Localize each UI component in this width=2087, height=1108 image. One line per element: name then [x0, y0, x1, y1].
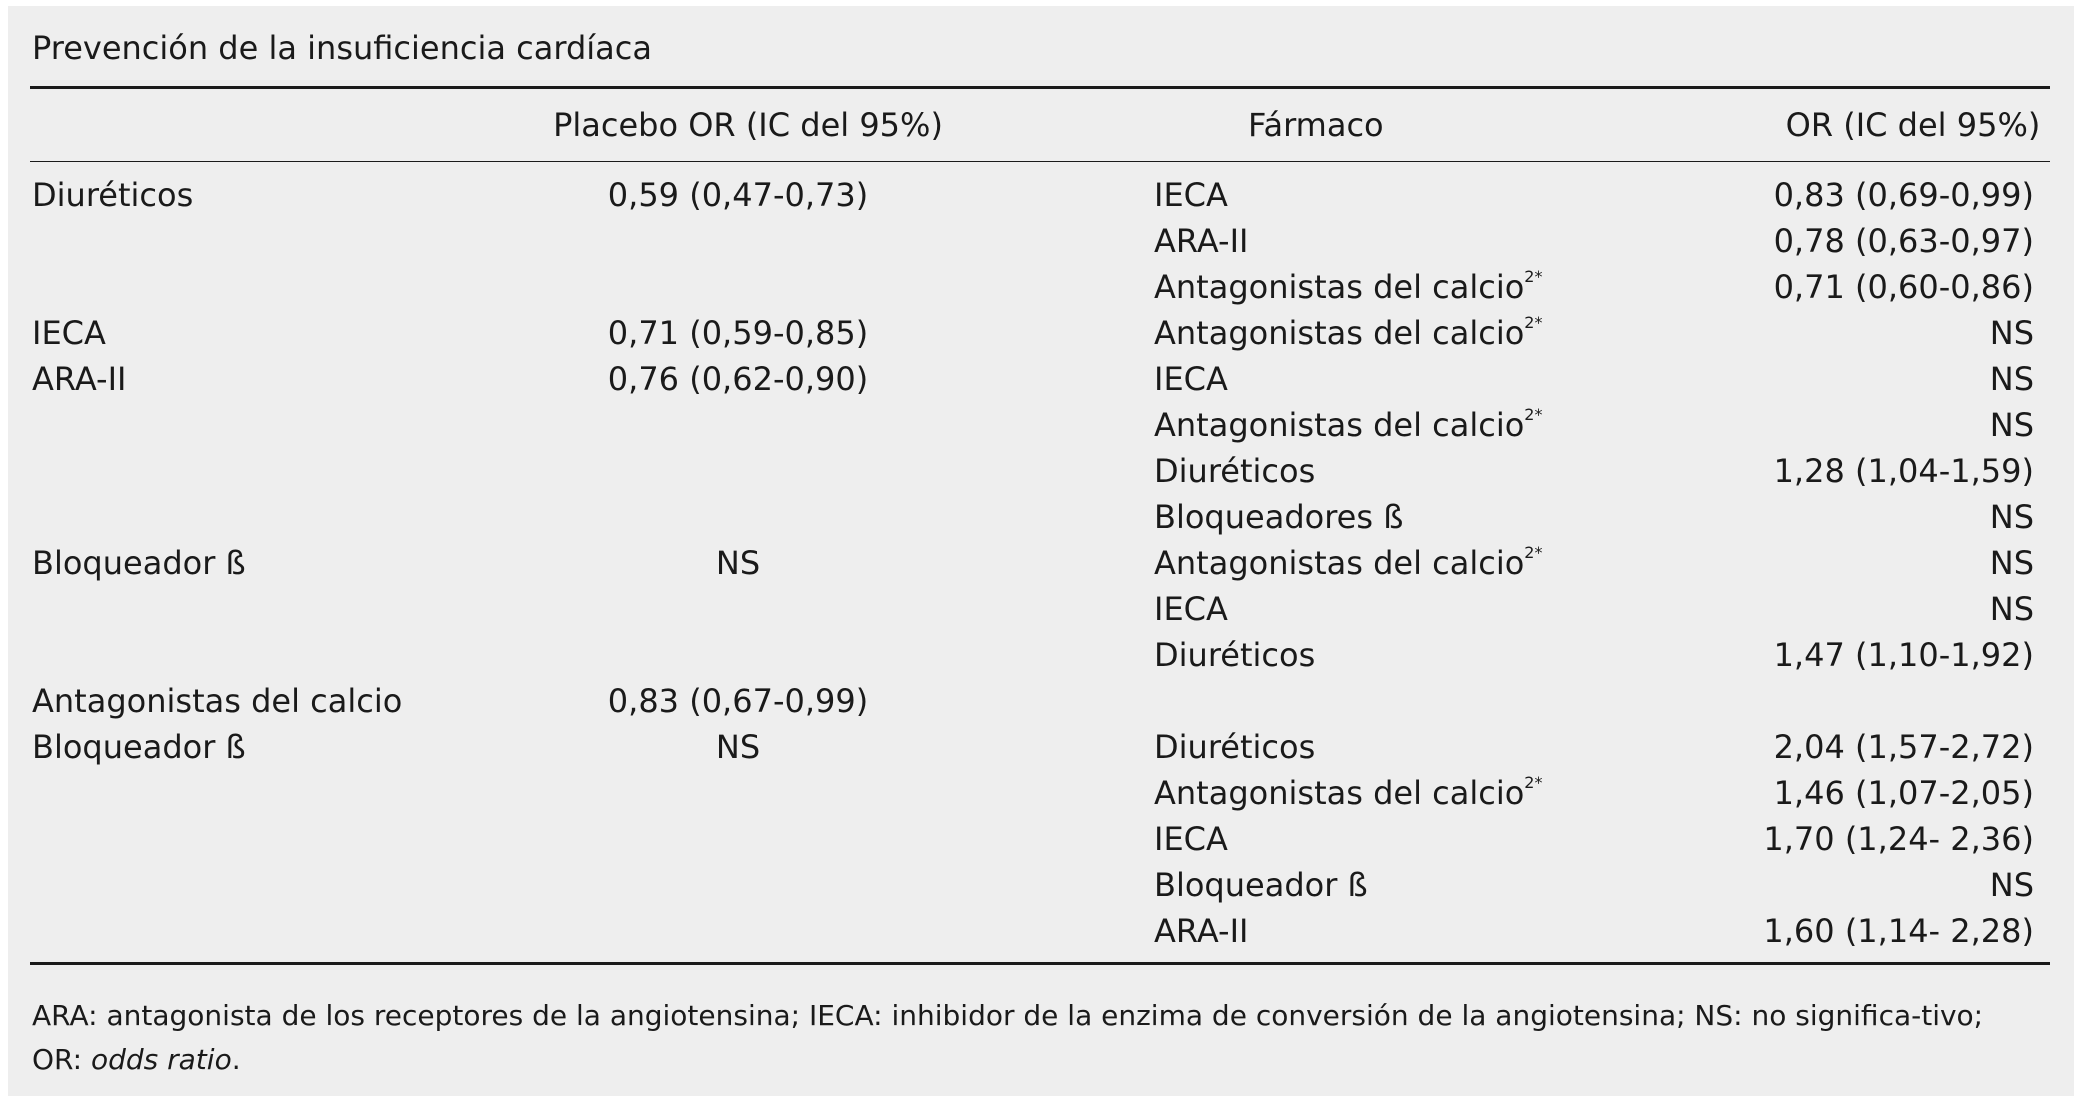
row-placebo-or: 0,59 (0,47-0,73) — [607, 176, 869, 214]
row-comparator-label: ARA-II — [1154, 222, 1249, 260]
row-comparator-label: Bloqueador ß — [1154, 866, 1368, 904]
row-comparator-label: Antagonistas del calcio — [1154, 406, 1525, 444]
row-comparator-label: IECA — [1154, 176, 1228, 214]
row-comparator — [1154, 862, 1368, 908]
row-drug: ARA-II — [32, 360, 127, 398]
row-comparator — [1154, 494, 1403, 540]
table-panel — [8, 6, 2074, 1096]
row-comparator — [1154, 770, 1542, 816]
row-or: NS — [1989, 498, 2034, 536]
row-or: NS — [1989, 544, 2034, 582]
row-comparator-label: Antagonistas del calcio — [1154, 314, 1525, 352]
row-comparator — [1154, 448, 1315, 494]
row-comparator-label: Bloqueadores ß — [1154, 498, 1404, 536]
row-or: 1,46 (1,07-2,05) — [1773, 774, 2034, 812]
row-or: 2,04 (1,57-2,72) — [1773, 728, 2034, 766]
top-rule — [30, 86, 2050, 89]
row-comparator — [1154, 632, 1315, 678]
row-comparator-superscript: 2* — [1524, 313, 1543, 332]
row-or: 1,47 (1,10-1,92) — [1773, 636, 2034, 674]
header-rule — [30, 161, 2050, 162]
row-or: 1,70 (1,24- 2,36) — [1763, 820, 2034, 858]
row-comparator-label: ARA-II — [1154, 912, 1249, 950]
header-or: OR (IC del 95%) — [1785, 106, 2041, 144]
row-placebo-or: NS — [715, 544, 761, 582]
row-comparator-superscript: 2* — [1524, 773, 1543, 792]
row-comparator-label: Antagonistas del calcio — [1154, 268, 1525, 306]
row-or: NS — [1989, 360, 2034, 398]
row-placebo-or: 0,76 (0,62-0,90) — [607, 360, 869, 398]
row-or: 1,28 (1,04-1,59) — [1773, 452, 2034, 490]
row-comparator-label: Antagonistas del calcio — [1154, 774, 1525, 812]
row-comparator-superscript: 2* — [1524, 405, 1543, 424]
table-title: Prevención de la insuficiencia cardíaca — [32, 29, 652, 67]
row-or: 0,71 (0,60-0,86) — [1773, 268, 2034, 306]
footnote-italic: odds ratio — [90, 1043, 232, 1076]
row-placebo-or: 0,71 (0,59-0,85) — [607, 314, 869, 352]
row-comparator — [1154, 402, 1542, 448]
row-comparator — [1154, 356, 1228, 402]
row-or: 0,83 (0,69-0,99) — [1773, 176, 2034, 214]
footnote-text: ARA: antagonista de los receptores de la angiotensina; IECA: inhibidor de la enzima de conversión de la angiotensina; NS: no significa-tivo; OR: — [32, 999, 1984, 1076]
row-or: NS — [1989, 866, 2034, 904]
row-drug: Diuréticos — [32, 176, 194, 214]
row-comparator-label: IECA — [1154, 820, 1228, 858]
row-drug: IECA — [32, 314, 106, 352]
row-comparator — [1154, 540, 1542, 586]
row-drug: Bloqueador ß — [32, 544, 246, 582]
row-placebo-or: NS — [715, 728, 761, 766]
header-farmaco: Fármaco — [1248, 106, 1384, 144]
row-comparator — [1154, 586, 1228, 632]
row-comparator-superscript: 2* — [1524, 543, 1543, 562]
row-or: 1,60 (1,14- 2,28) — [1763, 912, 2034, 950]
footnote-end: . — [231, 1043, 241, 1076]
row-or: NS — [1989, 590, 2034, 628]
row-drug: Antagonistas del calcio — [32, 682, 403, 720]
row-or: 0,78 (0,63-0,97) — [1773, 222, 2034, 260]
header-placebo-or: Placebo OR (IC del 95%) — [553, 106, 943, 144]
row-comparator-label: Antagonistas del calcio — [1154, 544, 1525, 582]
row-comparator-superscript: 2* — [1524, 267, 1543, 286]
row-comparator — [1154, 908, 1248, 954]
row-or: NS — [1989, 314, 2034, 352]
footnote — [32, 994, 2032, 1082]
row-comparator-label: IECA — [1154, 360, 1228, 398]
row-comparator — [1154, 816, 1228, 862]
row-or: NS — [1989, 406, 2034, 444]
row-placebo-or: 0,83 (0,67-0,99) — [607, 682, 869, 720]
row-comparator-label: Diuréticos — [1154, 452, 1316, 490]
bottom-rule — [30, 962, 2050, 965]
row-comparator-label: Diuréticos — [1154, 636, 1316, 674]
row-comparator-label: IECA — [1154, 590, 1228, 628]
row-comparator — [1154, 724, 1315, 770]
row-comparator — [1154, 310, 1542, 356]
row-drug: Bloqueador ß — [32, 728, 246, 766]
row-comparator — [1154, 218, 1248, 264]
row-comparator — [1154, 172, 1228, 218]
row-comparator-label: Diuréticos — [1154, 728, 1316, 766]
row-comparator — [1154, 264, 1542, 310]
